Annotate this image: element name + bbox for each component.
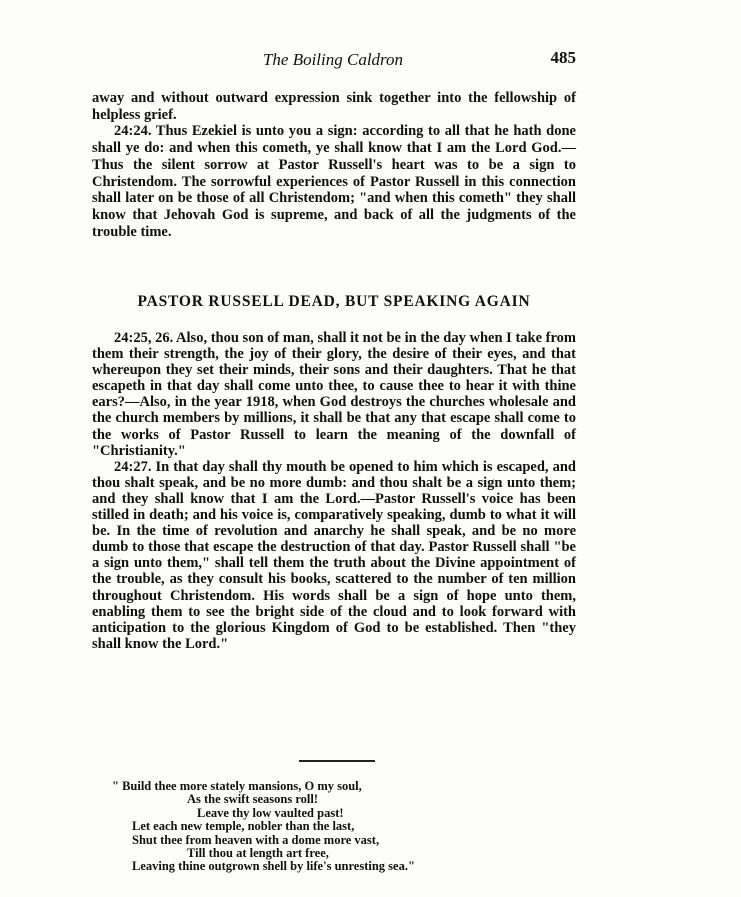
paragraph-verse-24-25-26: 24:25, 26. Also, thou son of man, shall it not be in the day when I take from them their strength, the joy of their glory, the desire of their eyes, and that whereupon they set their minds, their sons and their daughters. That he that escapeth in that day shall come unto thee, to cause thee to hear it with thine ears?—Also, in the year 1918, when God destroys the churches wholesale and the church members by millions, it shall be that any that escape shall come to the works of Pastor Russell to learn the meaning of the downfall of "Christianity."	[92, 330, 576, 459]
poem-line: Shut thee from heaven with a dome more vast,	[132, 832, 380, 847]
paragraph-verse-24-24: 24:24. Thus Ezekiel is unto you a sign: according to all that he hath done shall ye do: and when this cometh, ye shall know that I am the Lord God.—Thus the silent sorrow at Pastor Russell's heart was to be a sign to Christendom. The sorrowful experiences of Pastor Russell in this connection shall later on be those of all Christendom; "and when this cometh" they shall know that Jehovah God is supreme, and back of all the judgments of the trouble time.	[92, 123, 576, 240]
poem-line: Leaving thine outgrown shell by life's unresting sea."	[132, 859, 415, 874]
main-text-block	[92, 330, 576, 652]
paragraph-verse-24-27: 24:27. In that day shall thy mouth be opened to him which is escaped, and thou shalt speak, and be no more dumb: and thou shalt be a sign unto them; and they shall know that I am the Lord.—Pastor Russell's voice has been stilled in death; and his voice is, comparatively speaking, dumb to what it will be. In the time of revolution and anarchy he shall speak, and be no more dumb to those that escape the destruction of that day. Pastor Russell shall "be a sign unto them," shall tell them the truth about the Divine appointment of the trouble, as they consult his books, scattered to the number of ten million throughout Christendom. His words shall be a sign of hope unto them, enabling them to see the bright side of the cloud and to look forward with anticipation to the glorious Kingdom of God to be established. Then "they shall know the Lord."	[92, 458, 576, 652]
poem-line: Let each new temple, nobler than the last,	[132, 819, 355, 834]
poem-line: Leave thy low vaulted past!	[197, 805, 344, 820]
divider-rule	[299, 760, 375, 762]
poem-line: Till thou at length art free,	[187, 846, 329, 861]
poem-quotation	[112, 780, 572, 874]
page-number: 485	[550, 48, 576, 67]
section-heading: PASTOR RUSSELL DEAD, BUT SPEAKING AGAIN	[137, 293, 531, 310]
poem-line: " Build thee more stately mansions, O my soul,	[112, 779, 362, 793]
running-title: The Boiling Caldron	[262, 50, 404, 69]
running-head	[90, 50, 576, 72]
opening-text-block	[92, 90, 576, 240]
paragraph-continuation: away and without outward expression sink together into the fellowship of helpless grief.	[92, 90, 576, 123]
poem-line: As the swift seasons roll!	[187, 792, 319, 807]
